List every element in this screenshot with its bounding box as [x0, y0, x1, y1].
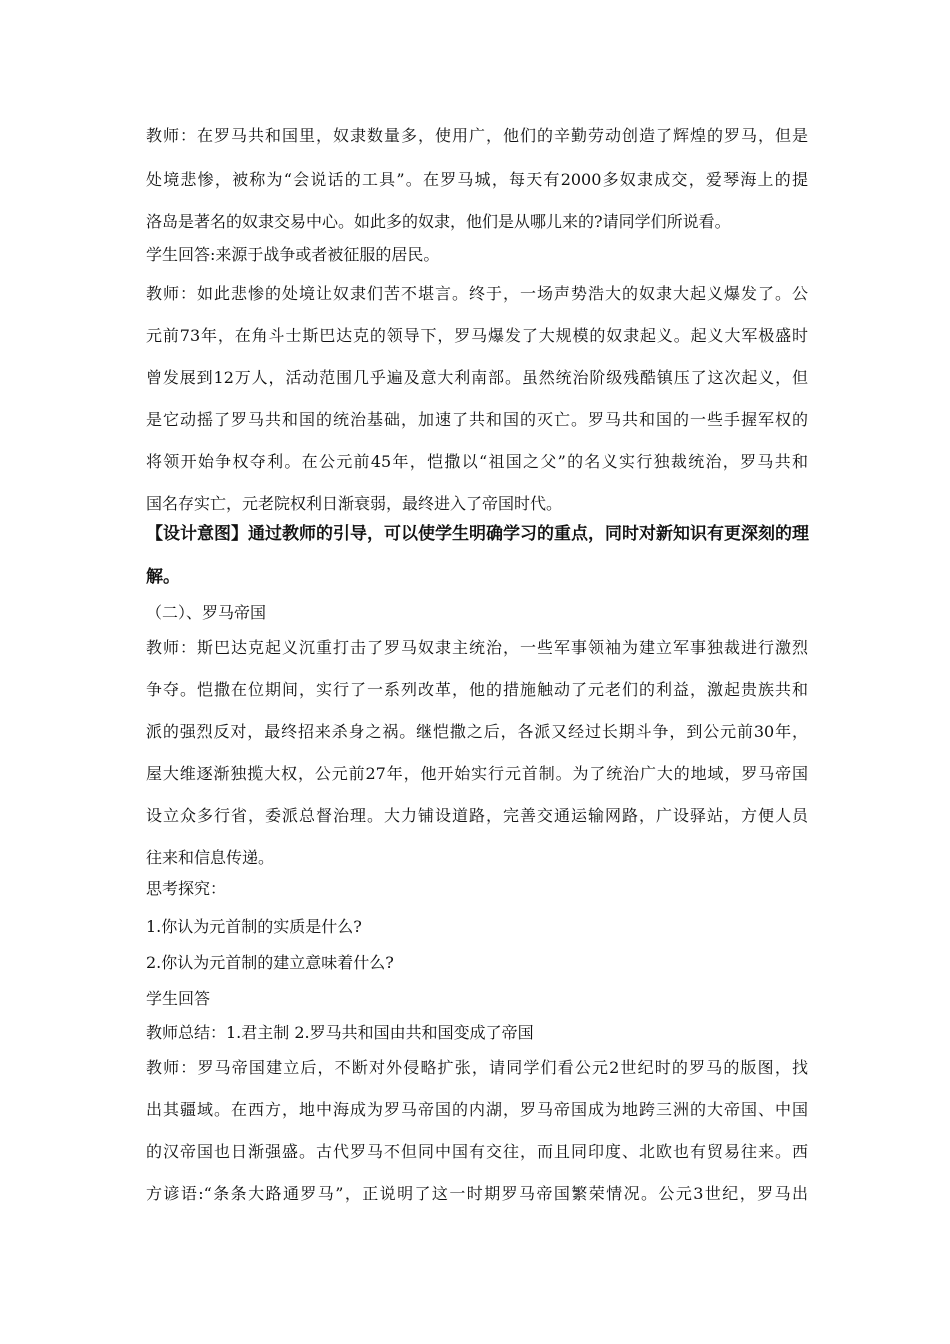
section-heading: （二）、罗马帝国 — [146, 603, 267, 622]
text-line: 争夺。恺撒在位期间，实行了一系列改革，他的措施触动了元老们的利益，激起贵族共和 — [146, 680, 808, 699]
text-line: 曾发展到12万人，活动范围几乎遍及意大利南部。虽然统治阶级残酷镇压了这次起义，但 — [146, 368, 808, 387]
text-line: 学生回答 — [146, 989, 211, 1008]
text-line: 方谚语:“条条大路通罗马”，正说明了这一时期罗马帝国繁荣情况。公元3世纪，罗马出 — [146, 1184, 808, 1203]
text-line: 思考探究： — [146, 879, 227, 898]
text-line: 的汉帝国也日渐强盛。古代罗马不但同中国有交往，而且同印度、北欧也有贸易往来。西 — [146, 1142, 808, 1161]
design-intent-line: 【设计意图】通过教师的引导，可以使学生明确学习的重点，同时对新知识有更深刻的理 — [146, 524, 809, 544]
text-line: 元前73年，在角斗士斯巴达克的领导下，罗马爆发了大规模的奴隶起义。起义大军极盛时 — [146, 326, 808, 345]
text-line: 学生回答:来源于战争或者被征服的居民。 — [146, 245, 440, 264]
text-line: 派的强烈反对，最终招来杀身之祸。继恺撒之后，各派又经过长期斗争，到公元前30年， — [146, 722, 808, 741]
text-line: 教师总结：1.君主制 2.罗马共和国由共和国变成了帝国 — [146, 1023, 534, 1042]
text-line: 出其疆域。在西方，地中海成为罗马帝国的内湖，罗马帝国成为地跨三洲的大帝国、中国 — [146, 1100, 808, 1119]
text-line: 往来和信息传递。 — [146, 848, 275, 867]
design-intent-line: 解。 — [146, 567, 180, 587]
text-line: 教师：如此悲惨的处境让奴隶们苦不堪言。终于，一场声势浩大的奴隶大起义爆发了。公 — [146, 284, 808, 303]
text-line: 国名存实亡，元老院权利日渐衰弱，最终进入了帝国时代。 — [146, 494, 563, 513]
text-line: 是它动摇了罗马共和国的统治基础，加速了共和国的灭亡。罗马共和国的一些手握军权的 — [146, 410, 808, 429]
question-item: 2.你认为元首制的建立意味着什么? — [146, 953, 394, 972]
text-line: 洛岛是著名的奴隶交易中心。如此多的奴隶，他们是从哪儿来的?请同学们所说看。 — [146, 212, 731, 231]
text-line: 教师：斯巴达克起义沉重打击了罗马奴隶主统治，一些军事领袖为建立军事独裁进行激烈 — [146, 638, 808, 657]
text-line: 将领开始争权夺利。在公元前45年，恺撒以“祖国之父”的名义实行独裁统治，罗马共和 — [146, 452, 808, 471]
text-line: 屋大维逐渐独揽大权，公元前27年，他开始实行元首制。为了统治广大的地域，罗马帝国 — [146, 764, 808, 783]
text-line: 设立众多行省，委派总督治理。大力铺设道路，完善交通运输网路，广设驿站，方便人员 — [146, 806, 808, 825]
question-item: 1.你认为元首制的实质是什么? — [146, 917, 362, 936]
text-line: 教师：罗马帝国建立后，不断对外侵略扩张，请同学们看公元2世纪时的罗马的版图，找 — [146, 1058, 808, 1077]
text-line: 教师：在罗马共和国里，奴隶数量多，使用广，他们的辛勤劳动创造了辉煌的罗马，但是 — [146, 126, 808, 145]
text-line: 处境悲惨，被称为“会说话的工具”。在罗马城，每天有2000多奴隶成交，爱琴海上的提 — [146, 170, 808, 189]
